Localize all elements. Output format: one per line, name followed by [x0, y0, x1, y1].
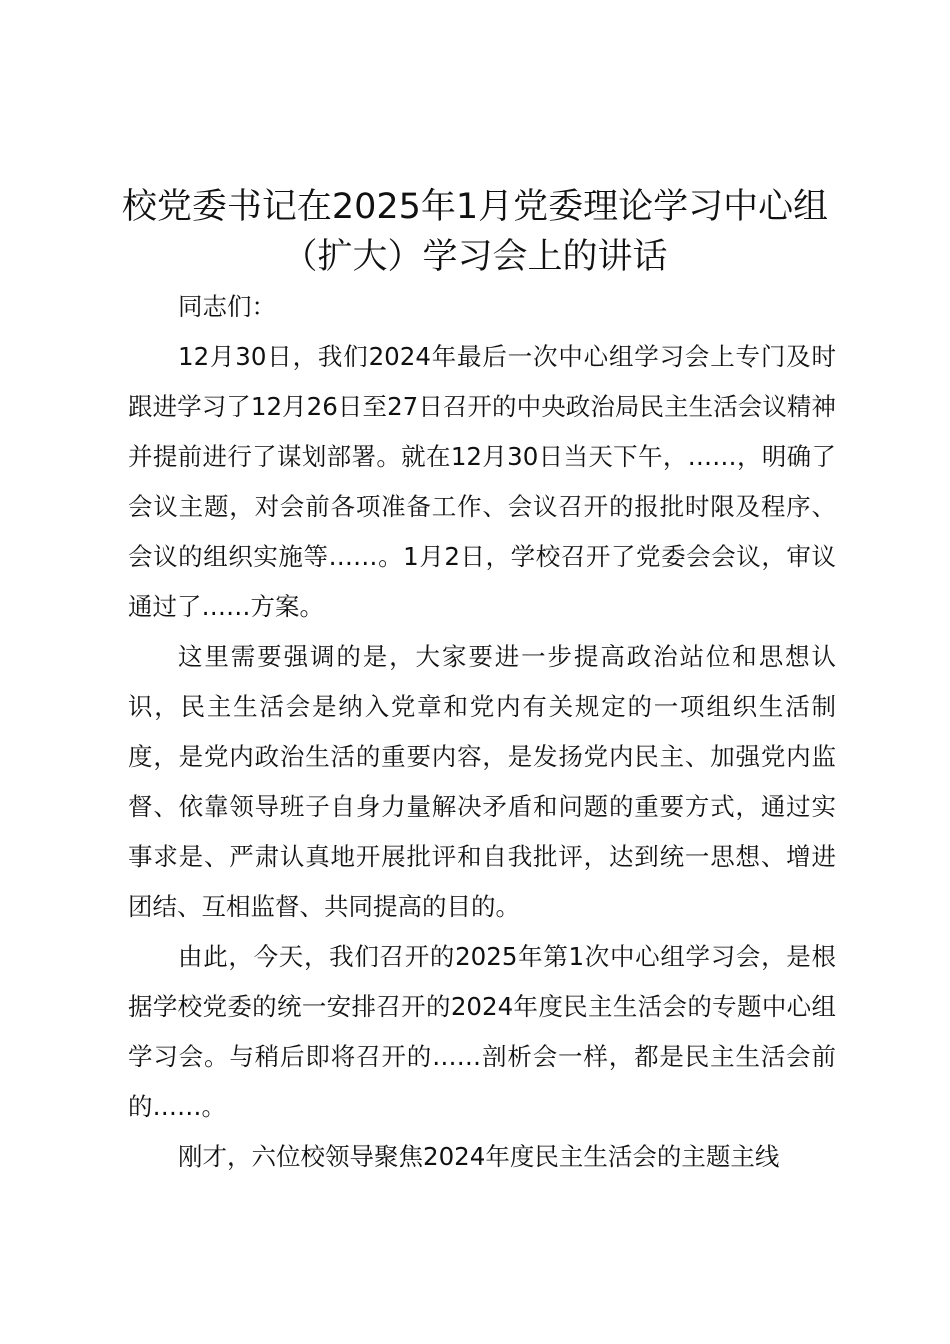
paragraph-4: 刚才，六位校领导聚焦2024年度民主生活会的主题主线 — [178, 1142, 780, 1171]
paragraph-2: 这里需要强调的是，大家要进一步提高政治站位和思想认识，民主生活会是纳入党章和党内有关规定的一项组织生活制度，是党内政治生活的重要内容，是发扬党内民主、加强党内监督、依靠领导班子自身力量解决矛盾和问题的重要方式，通过实事求是、严肃认真地开展批评和自我批评，达到统一思想、增进团结、互相监督、共同提高的目的。 — [128, 642, 836, 921]
paragraph-3: 由此，今天，我们召开的2025年第1次中心组学习会，是根据学校党委的统一安排召开的2024年度民主生活会的专题中心组学习会。与稍后即将召开的……剖析会一样，都是民主生活会前的……。 — [128, 942, 836, 1121]
document-title: 校党委书记在2025年1月党委理论学习中心组（扩大）学习会上的讲话 — [121, 187, 829, 277]
paragraph-1: 12月30日，我们2024年最后一次中心组学习会上专门及时跟进学习了12月26日至27日召开的中央政治局民主生活会议精神并提前进行了谋划部署。就在12月30日当天下午，……，明确了会议主题，对会前各项准备工作、会议召开的报批时限及程序、会议的组织实施等……。1月2日，学校召开了党委会会议，审议通过了……方案。 — [128, 342, 836, 621]
salutation: 同志们： — [178, 292, 276, 321]
